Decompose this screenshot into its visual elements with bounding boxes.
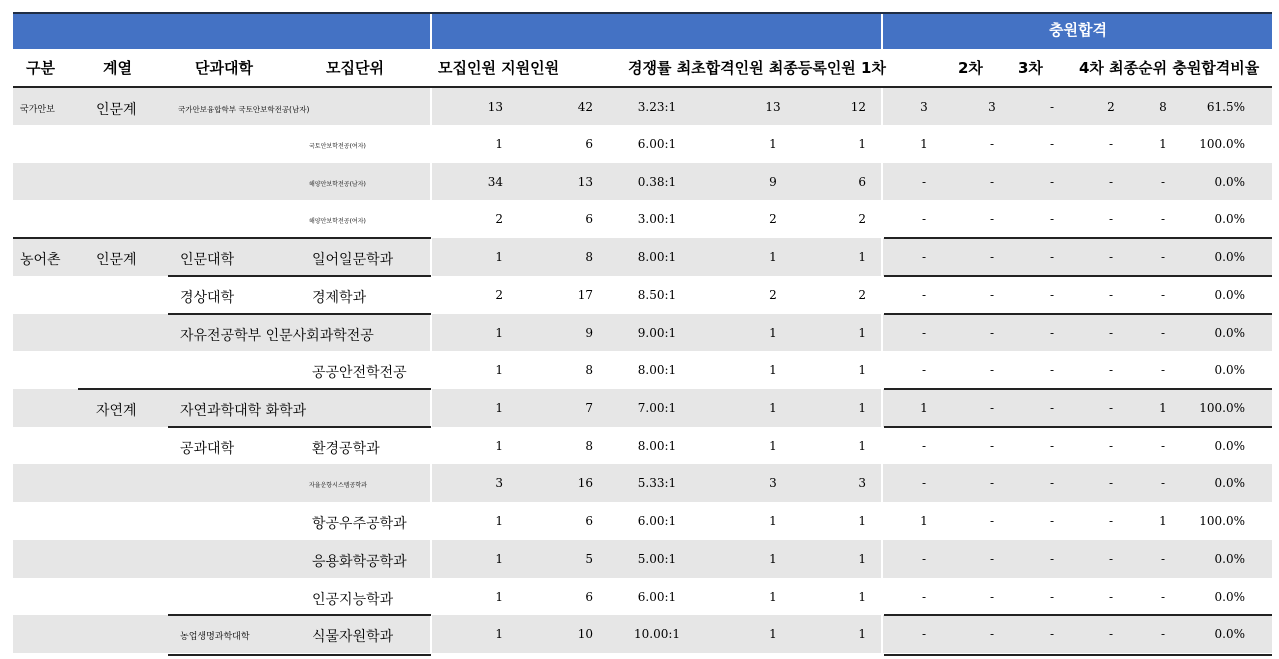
cell-r3: - [1049, 250, 1055, 264]
cell-unit: 경제학과 [312, 290, 367, 306]
cell-recruit: 2 [495, 288, 503, 302]
cell-r1: - [921, 552, 927, 566]
cell-recruit: 1 [495, 325, 503, 340]
cell-r4: - [1108, 476, 1114, 490]
col-unit: 모집단위 [326, 59, 384, 77]
group-title: 충원합격 [1049, 21, 1107, 39]
cell-unit: 일어일문학과 [312, 252, 394, 268]
cell-r1: - [921, 174, 927, 189]
cell-pct: 0.0% [1214, 552, 1245, 566]
table-row [0, 578, 1279, 615]
cell-r1: - [921, 212, 927, 226]
cell-recruit: 1 [495, 401, 503, 415]
cell-unit: 식물자원학과 [312, 629, 394, 645]
row-divider [884, 275, 1272, 277]
cell-first: 1 [769, 589, 777, 604]
table-row [0, 238, 1279, 276]
column-separator [881, 540, 883, 578]
cell-r4: - [1108, 627, 1114, 641]
cell-r3: - [1049, 363, 1055, 377]
row-divider [168, 426, 431, 428]
col-round3: 3차 [1018, 59, 1043, 77]
cell-r1: - [921, 438, 927, 453]
cell-gyeyeol: 인문계 [96, 101, 137, 118]
table-row [0, 200, 1279, 238]
cell-pct: 0.0% [1214, 438, 1245, 453]
cell-r1: 3 [920, 99, 928, 114]
cell-r2: - [989, 288, 995, 302]
table-row [0, 464, 1279, 502]
cell-apply: 42 [577, 99, 593, 114]
cell-pct: 0.0% [1214, 288, 1245, 302]
cell-r1: - [921, 250, 927, 264]
cell-rank: 1 [1159, 401, 1167, 415]
column-separator [881, 276, 883, 314]
cell-recruit: 1 [495, 137, 503, 151]
cell-rank: - [1160, 212, 1166, 226]
cell-gubun: 농어촌 [20, 252, 61, 268]
cell-r4: - [1108, 137, 1114, 151]
cell-final: 1 [858, 627, 866, 641]
column-separator [881, 314, 883, 351]
table-row [0, 615, 1279, 653]
cell-r2: - [989, 212, 995, 226]
cell-r4: - [1108, 250, 1114, 264]
table-row [0, 125, 1279, 163]
cell-r2: - [989, 514, 995, 528]
cell-r4: - [1108, 288, 1114, 302]
cell-unit: 해양안보학전공(남자) [309, 180, 366, 188]
table-row [0, 314, 1279, 351]
cell-college: 인문대학 [180, 252, 235, 268]
cell-apply: 5 [585, 552, 593, 566]
cell-r2: 3 [988, 99, 996, 114]
cell-first: 9 [769, 174, 777, 189]
cell-pct: 0.0% [1214, 589, 1245, 604]
cell-first: 1 [769, 552, 777, 566]
cell-final: 1 [858, 363, 866, 377]
table-bottom-border [884, 654, 1272, 656]
cell-r2: - [989, 174, 995, 189]
row-divider [168, 275, 431, 277]
cell-college: 농업생명과학대학 [180, 632, 250, 642]
cell-final: 1 [858, 438, 866, 453]
row-divider [884, 237, 1272, 239]
table-row [0, 389, 1279, 427]
cell-apply: 8 [585, 363, 593, 377]
cell-r2: - [989, 589, 995, 604]
table-row [0, 276, 1279, 314]
cell-apply: 6 [585, 514, 593, 528]
cell-r3: - [1049, 438, 1055, 453]
cell-r4: - [1108, 438, 1114, 453]
cell-recruit: 13 [487, 99, 503, 114]
cell-final: 3 [858, 476, 866, 490]
cell-ratio: 8.50:1 [637, 288, 677, 302]
cell-first: 13 [765, 99, 781, 114]
cell-r4: - [1108, 325, 1114, 340]
cell-college: 국가안보융합학부 국토안보학전공(남자) [178, 104, 310, 114]
cell-r3: - [1049, 99, 1055, 114]
cell-r3: - [1049, 627, 1055, 641]
cell-final: 12 [850, 99, 866, 114]
cell-pct: 100.0% [1199, 137, 1245, 151]
cell-rank: - [1160, 363, 1166, 377]
cell-rank: 1 [1159, 137, 1167, 151]
cell-ratio: 5.33:1 [637, 476, 677, 490]
cell-rank: - [1160, 250, 1166, 264]
cell-ratio: 6.00:1 [637, 514, 677, 528]
cell-recruit: 34 [487, 174, 503, 189]
col-gubun: 구분 [26, 59, 55, 77]
cell-apply: 17 [577, 288, 593, 302]
cell-final: 1 [858, 137, 866, 151]
row-divider [168, 614, 431, 616]
cell-final: 1 [858, 514, 866, 528]
cell-recruit: 1 [495, 250, 503, 264]
cell-recruit: 2 [495, 212, 503, 226]
cell-college: 자연과학대학 화학과 [180, 403, 307, 419]
cell-pct: 100.0% [1199, 514, 1245, 528]
cell-unit: 국토안보학전공(여자) [309, 143, 366, 150]
cell-first: 1 [769, 401, 777, 415]
cell-r2: - [989, 476, 995, 490]
cell-unit: 응용화학공학과 [312, 554, 407, 570]
cell-r2: - [989, 401, 995, 415]
cell-r4: - [1108, 552, 1114, 566]
cell-apply: 6 [585, 589, 593, 604]
cell-ratio: 5.00:1 [637, 552, 677, 566]
cell-ratio: 10.00:1 [633, 627, 681, 641]
cell-gyeyeol: 인문계 [96, 252, 137, 268]
cell-r2: - [989, 137, 995, 151]
cell-r1: - [921, 288, 927, 302]
cell-apply: 10 [577, 627, 593, 641]
cell-ratio: 8.00:1 [637, 250, 677, 264]
cell-apply: 9 [585, 325, 593, 340]
cell-gubun: 국가안보 [20, 104, 55, 115]
table-row [0, 427, 1279, 464]
cell-unit: 항공우주공학과 [312, 516, 407, 532]
cell-apply: 6 [585, 212, 593, 226]
cell-apply: 16 [577, 476, 593, 490]
cell-r2: - [989, 363, 995, 377]
row-divider [884, 426, 1272, 428]
cell-rank: - [1160, 552, 1166, 566]
cell-r1: - [921, 627, 927, 641]
cell-unit: 해양안보학전공(여자) [309, 218, 366, 225]
cell-apply: 8 [585, 438, 593, 453]
cell-r4: - [1108, 401, 1114, 415]
row-divider [884, 614, 1272, 616]
cell-r1: - [921, 325, 927, 340]
cell-final: 1 [858, 401, 866, 415]
cell-first: 2 [769, 212, 777, 226]
cell-r1: - [921, 476, 927, 490]
cell-apply: 6 [585, 137, 593, 151]
column-separator [881, 163, 883, 200]
column-separator [881, 238, 883, 276]
table-bottom-border [168, 654, 431, 656]
column-separator [881, 389, 883, 427]
cell-r1: - [921, 363, 927, 377]
cell-first: 2 [769, 288, 777, 302]
cell-r2: - [989, 438, 995, 453]
cell-final: 1 [858, 589, 866, 604]
cell-r3: - [1049, 212, 1055, 226]
cell-unit: 자율운항시스템공학과 [309, 482, 367, 489]
cell-rank: 1 [1159, 514, 1167, 528]
cell-first: 1 [769, 250, 777, 264]
table-row [0, 351, 1279, 389]
cell-recruit: 3 [495, 476, 503, 490]
table-row [0, 163, 1279, 200]
table-row [0, 540, 1279, 578]
cell-r1: 1 [920, 514, 928, 528]
cell-rank: 8 [1159, 99, 1167, 114]
cell-final: 6 [858, 174, 866, 189]
cell-ratio: 9.00:1 [637, 325, 677, 340]
cell-recruit: 1 [495, 552, 503, 566]
cell-recruit: 1 [495, 514, 503, 528]
column-separator [881, 502, 883, 540]
cell-pct: 0.0% [1214, 363, 1245, 377]
cell-ratio: 6.00:1 [637, 137, 677, 151]
column-separator [881, 464, 883, 502]
cell-final: 1 [858, 552, 866, 566]
cell-r3: - [1049, 589, 1055, 604]
cell-college: 자유전공학부 인문사회과학전공 [180, 327, 374, 344]
cell-apply: 8 [585, 250, 593, 264]
cell-r3: - [1049, 137, 1055, 151]
cell-first: 1 [769, 438, 777, 453]
row-divider [78, 388, 431, 390]
cell-recruit: 1 [495, 363, 503, 377]
row-divider [884, 313, 1272, 315]
cell-r2: - [989, 627, 995, 641]
cell-recruit: 1 [495, 589, 503, 604]
cell-pct: 61.5% [1206, 99, 1245, 114]
column-separator [881, 427, 883, 464]
row-divider [168, 313, 431, 315]
cell-r3: - [1049, 288, 1055, 302]
cell-rank: - [1160, 627, 1166, 641]
cell-college: 경상대학 [180, 290, 235, 306]
cell-final: 2 [858, 212, 866, 226]
cell-r2: - [989, 552, 995, 566]
cell-final: 1 [858, 250, 866, 264]
column-separator [881, 125, 883, 163]
cell-r3: - [1049, 174, 1055, 189]
col-college: 단과대학 [195, 59, 253, 77]
cell-first: 1 [769, 137, 777, 151]
col-round2: 2차 [958, 59, 983, 77]
col-gyeyeol: 계열 [103, 59, 132, 77]
cell-r3: - [1049, 401, 1055, 415]
row-divider [884, 388, 1272, 390]
cell-ratio: 3.23:1 [637, 99, 677, 114]
table-row [0, 88, 1279, 125]
cell-unit: 인공지능학과 [312, 591, 394, 608]
table-row [0, 502, 1279, 540]
header-separator [881, 14, 883, 49]
cell-r2: - [989, 325, 995, 340]
cell-pct: 0.0% [1214, 325, 1245, 340]
col-round4-rank-pct: 4차 최종순위 충원합격비율 [1079, 59, 1260, 77]
cell-first: 1 [769, 325, 777, 340]
cell-rank: - [1160, 174, 1166, 189]
cell-pct: 0.0% [1214, 627, 1245, 641]
cell-ratio: 8.00:1 [637, 438, 677, 453]
cell-r4: 2 [1107, 99, 1115, 114]
cell-r1: 1 [920, 137, 928, 151]
cell-r3: - [1049, 325, 1055, 340]
header-separator [430, 14, 432, 49]
cell-final: 2 [858, 288, 866, 302]
cell-ratio: 8.00:1 [637, 363, 677, 377]
cell-first: 3 [769, 476, 777, 490]
cell-r2: - [989, 250, 995, 264]
cell-r3: - [1049, 514, 1055, 528]
cell-ratio: 7.00:1 [637, 401, 677, 415]
cell-apply: 7 [585, 401, 593, 415]
cell-pct: 0.0% [1214, 212, 1245, 226]
column-separator [881, 351, 883, 389]
cell-r3: - [1049, 476, 1055, 490]
cell-pct: 100.0% [1199, 401, 1245, 415]
cell-first: 1 [769, 514, 777, 528]
cell-ratio: 0.38:1 [637, 174, 677, 189]
cell-gyeyeol: 자연계 [96, 403, 137, 419]
cell-first: 1 [769, 627, 777, 641]
cell-r4: - [1108, 212, 1114, 226]
cell-rank: - [1160, 438, 1166, 453]
column-separator [881, 88, 883, 125]
cell-pct: 0.0% [1214, 250, 1245, 264]
cell-unit: 공공안전학전공 [312, 365, 407, 381]
cell-rank: - [1160, 288, 1166, 302]
column-separator [881, 615, 883, 653]
cell-pct: 0.0% [1214, 174, 1245, 189]
row-divider [13, 237, 431, 239]
cell-apply: 13 [577, 174, 593, 189]
col-recruit-apply: 모집인원 지원인원 [438, 59, 560, 77]
cell-rank: - [1160, 325, 1166, 340]
cell-r4: - [1108, 174, 1114, 189]
cell-r3: - [1049, 552, 1055, 566]
cell-college: 공과대학 [180, 440, 235, 457]
cell-rank: - [1160, 589, 1166, 604]
cell-unit: 환경공학과 [312, 440, 380, 457]
cell-final: 1 [858, 325, 866, 340]
cell-ratio: 6.00:1 [637, 589, 677, 604]
cell-r4: - [1108, 363, 1114, 377]
cell-r1: - [921, 589, 927, 604]
cell-r4: - [1108, 514, 1114, 528]
cell-r4: - [1108, 589, 1114, 604]
cell-r1: 1 [920, 401, 928, 415]
col-ratio-round1: 경쟁률 최초합격인원 최종등록인원 1차 [628, 59, 886, 77]
column-separator [881, 200, 883, 238]
cell-recruit: 1 [495, 627, 503, 641]
cell-rank: - [1160, 476, 1166, 490]
cell-recruit: 1 [495, 438, 503, 453]
column-separator [881, 578, 883, 615]
cell-pct: 0.0% [1214, 476, 1245, 490]
cell-ratio: 3.00:1 [637, 212, 677, 226]
cell-first: 1 [769, 363, 777, 377]
